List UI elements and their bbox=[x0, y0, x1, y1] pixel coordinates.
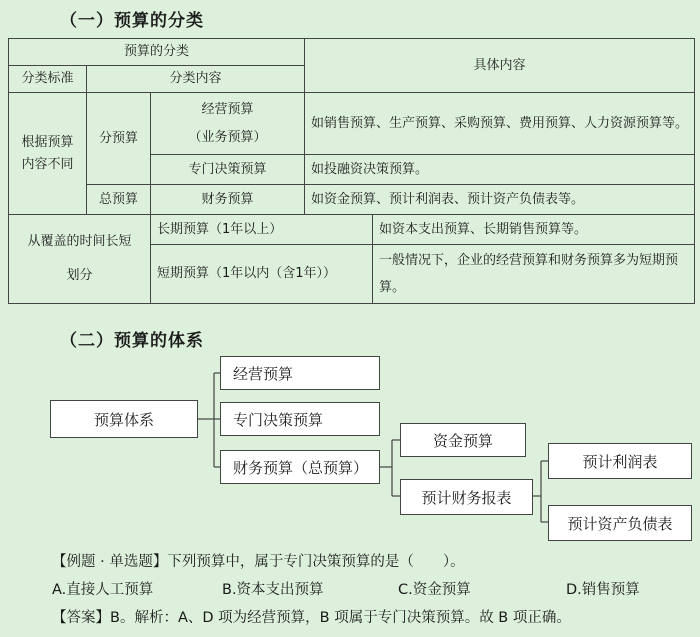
total-budget-label: 总预算 bbox=[87, 185, 151, 215]
sub-budget-label: 分预算 bbox=[87, 93, 151, 185]
question-stem: 【例题 · 单选题】下列预算中，属于专门决策预算的是（ ）。 bbox=[52, 554, 465, 570]
header-standard: 分类标准 bbox=[9, 66, 87, 93]
tree-cash-budget: 资金预算 bbox=[400, 423, 526, 457]
tree-special-decision-budget: 专门决策预算 bbox=[220, 402, 380, 436]
header-content: 具体内容 bbox=[305, 39, 695, 93]
option-a: A.直接人工预算 bbox=[52, 582, 154, 598]
tree-operating-budget: 经营预算 bbox=[220, 356, 380, 390]
long-term-budget-content: 如资本支出预算、长期销售预算等。 bbox=[373, 215, 695, 245]
option-b: B.资本支出预算 bbox=[222, 582, 324, 598]
special-decision-budget-content: 如投融资决策预算。 bbox=[305, 155, 695, 185]
tree-root-budget-system: 预算体系 bbox=[50, 400, 198, 438]
tree-financial-budget: 财务预算（总预算） bbox=[220, 450, 380, 484]
tree-projected-income-statement: 预计利润表 bbox=[548, 443, 692, 479]
short-term-budget-content: 一般情况下，企业的经营预算和财务预算多为短期预算。 bbox=[373, 245, 695, 304]
tree-projected-balance-sheet: 预计资产负债表 bbox=[548, 505, 692, 541]
standard-time-based: 从覆盖的时间长短 划分 bbox=[9, 215, 151, 304]
option-d: D.销售预算 bbox=[566, 582, 640, 598]
financial-budget-content: 如资金预算、预计利润表、预计资产负债表等。 bbox=[305, 185, 695, 215]
section-1-title: （一）预算的分类 bbox=[60, 11, 204, 31]
answer-explanation: 【答案】B。解析：A、D 项为经营预算，B 项属于专门决策预算。故 B 项正确。 bbox=[52, 610, 571, 626]
standard-content-based: 根据预算 内容不同 bbox=[9, 93, 87, 215]
header-sub: 分类内容 bbox=[87, 66, 305, 93]
section-2-title: （二）预算的体系 bbox=[60, 331, 204, 351]
operating-budget-cell: 经营预算 （业务预算） bbox=[151, 93, 305, 155]
special-decision-budget-cell: 专门决策预算 bbox=[151, 155, 305, 185]
short-term-budget-cell: 短期预算（1年以内（含1年）） bbox=[151, 245, 373, 304]
header-classification: 预算的分类 bbox=[9, 39, 305, 66]
long-term-budget-cell: 长期预算（1年以上） bbox=[151, 215, 373, 245]
financial-budget-cell: 财务预算 bbox=[151, 185, 305, 215]
operating-budget-content: 如销售预算、生产预算、采购预算、费用预算、人力资源预算等。 bbox=[305, 93, 695, 155]
option-c: C.资金预算 bbox=[398, 582, 471, 598]
tree-projected-financial-statements: 预计财务报表 bbox=[400, 479, 533, 515]
